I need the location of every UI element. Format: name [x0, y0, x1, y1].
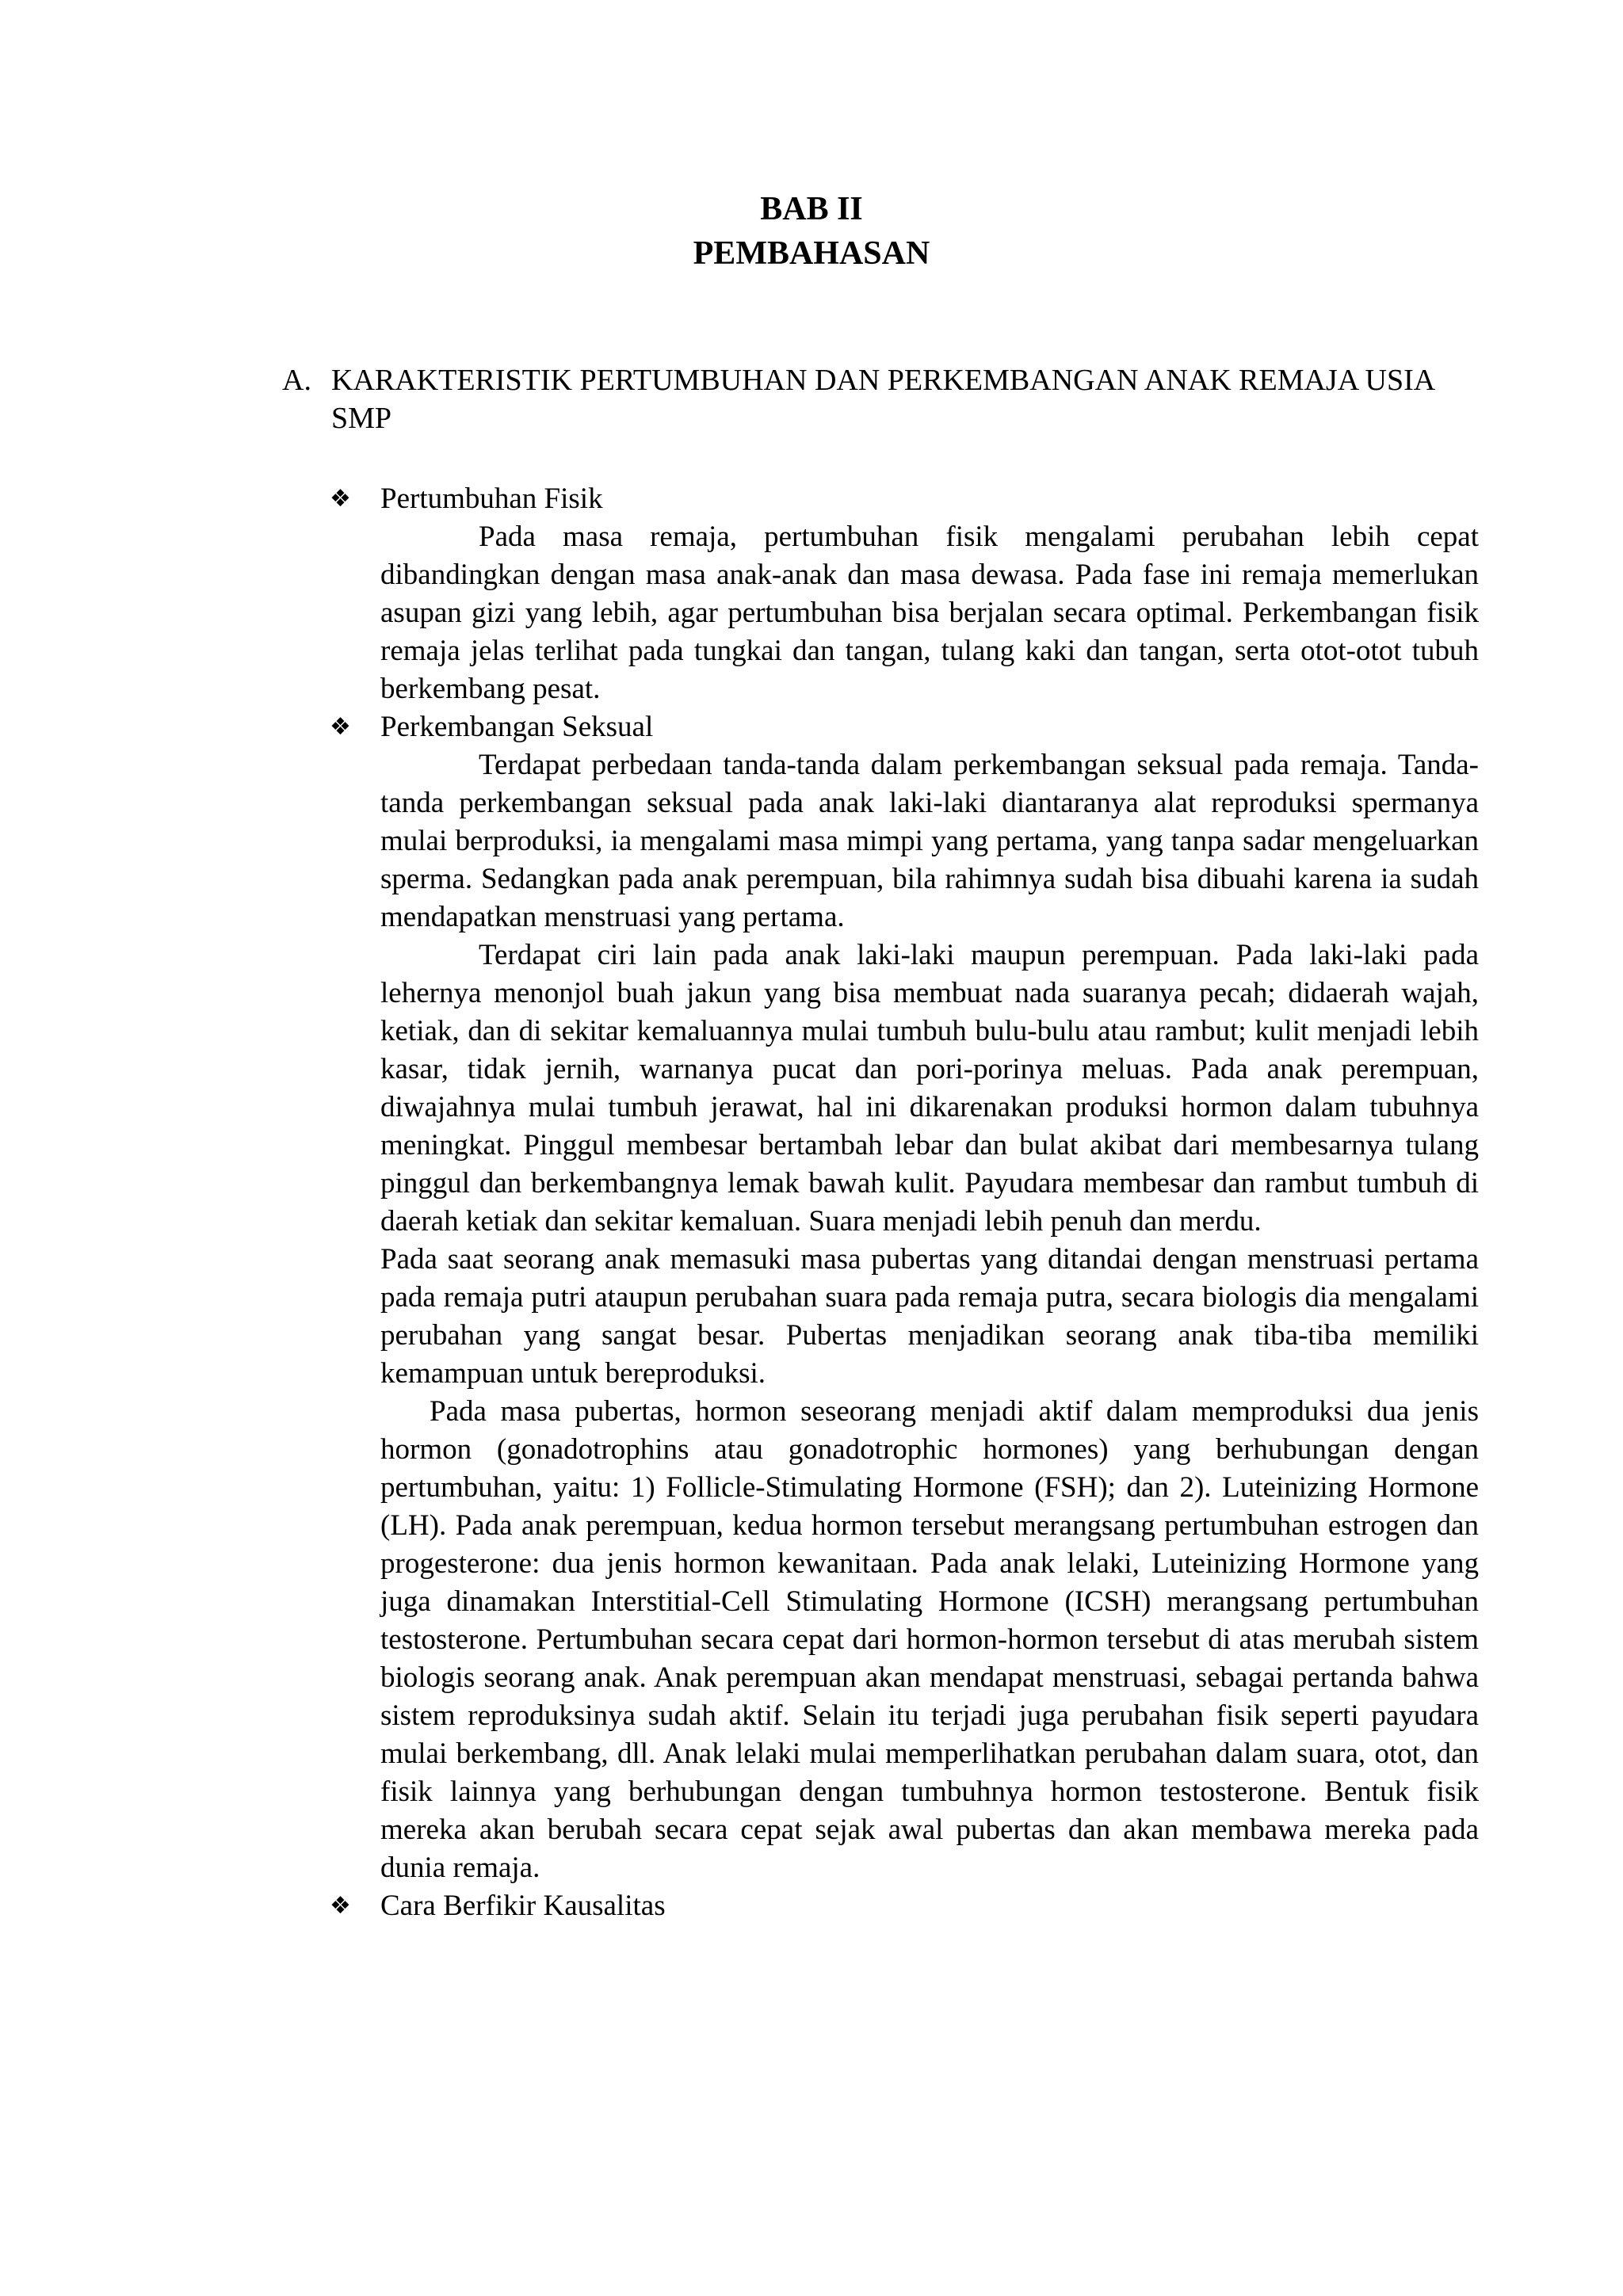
paragraph-seksual-2: Terdapat ciri lain pada anak laki-laki maupun perempuan. Pada laki-laki pada lehernya menonjol buah jakun yang bisa membuat nada suaranya pecah; didaerah wajah, ketiak, dan di sekitar kemaluannya mulai tumbuh bulu-bulu atau rambut; kulit menjadi lebih kasar, tidak jernih, warnanya pucat dan pori-porinya meluas. Pada anak perempuan, diwajahnya mulai tumbuh jerawat, hal ini dikarenakan produksi hormon dalam tubuhnya meningkat. Pinggul membesar bertambah lebar dan bulat akibat dari membesarnya tulang pinggul dan berkembangnya lemak bawah kulit. Payudara membesar dan rambut tumbuh di daerah ketiak dan sekitar kemaluan. Suara menjadi lebih penuh dan merdu. [380, 939, 1479, 1238]
diamond-bullet-icon: ❖ [330, 485, 351, 513]
chapter-title [0, 187, 1623, 276]
section-title: KARAKTERISTIK PERTUMBUHAN DAN PERKEMBANGAN ANAK REMAJA USIA SMP [331, 364, 1434, 435]
paragraph-seksual-3: Pada saat seorang anak memasuki masa pubertas yang ditandai dengan menstruasi pertama pada remaja putri ataupun perubahan suara pada remaja putra, secara biologis dia mengalami perubahan yang sangat besar. Pubertas menjadikan seorang anak tiba-tiba memiliki kemampuan untuk bereproduksi. [380, 1243, 1479, 1390]
bullet-heading-fisik [330, 480, 1479, 518]
bullet-heading-text: Perkembangan Seksual [380, 711, 654, 743]
paragraph-seksual-1: Terdapat perbedaan tanda-tanda dalam perkembangan seksual pada remaja. Tanda-tanda perkembangan seksual pada anak laki-laki diantaranya alat reproduksi spermanya mulai berproduksi, ia mengalami masa mimpi yang pertama, yang tanpa sadar mengeluarkan sperma. Sedangkan pada anak perempuan, bila rahimnya sudah bisa dibuahi karena ia sudah mendapatkan menstruasi yang pertama. [380, 749, 1479, 933]
bullet-heading-kausalitas [330, 1887, 1479, 1925]
diamond-bullet-icon: ❖ [330, 1892, 351, 1920]
paragraph-seksual-4: Pada masa pubertas, hormon seseorang menjadi aktif dalam memproduksi dua jenis hormon (gonadotrophins atau gonadotrophic hormones) yang berhubungan dengan pertumbuhan, yaitu: 1) Follicle-Stimulating Hormone (FSH); dan 2). Luteinizing Hormone (LH). Pada anak perempuan, kedua hormon tersebut merangsang pertumbuhan estrogen dan progesterone: dua jenis hormon kewanitaan. Pada anak lelaki, Luteinizing Hormone yang juga dinamakan Interstitial-Cell Stimulating Hormone (ICSH) merangsang pertumbuhan testosterone. Pertumbuhan secara cepat dari hormon-hormon tersebut di atas merubah sistem biologis seorang anak. Anak perempuan akan mendapat menstruasi, sebagai pertanda bahwa sistem reproduksinya sudah aktif. Selain itu terjadi juga perubahan fisik seperti payudara mulai berkembang, dll. Anak lelaki mulai memperlihatkan perubahan dalam suara, otot, dan fisik lainnya yang berhubungan dengan tumbuhnya hormon testosterone. Bentuk fisik mereka akan berubah secara cepat sejak awal pubertas dan akan membawa mereka pada dunia remaja. [380, 1395, 1479, 1884]
paragraph-fisik: Pada masa remaja, pertumbuhan fisik mengalami perubahan lebih cepat dibandingkan dengan masa anak-anak dan masa dewasa. Pada fase ini remaja memerlukan asupan gizi yang lebih, agar pertumbuhan bisa berjalan secara optimal. Perkembangan fisik remaja jelas terlihat pada tungkai dan tangan, tulang kaki dan tangan, serta otot-otot tubuh berkembang pesat. [380, 521, 1479, 705]
section-heading [282, 361, 1479, 437]
chapter-name: PEMBAHASAN [693, 235, 930, 272]
bullet-heading-text: Pertumbuhan Fisik [380, 482, 603, 515]
section-letter: A. [282, 364, 311, 397]
bullet-heading-text: Cara Berfikir Kausalitas [380, 1890, 666, 1922]
diamond-bullet-icon: ❖ [330, 713, 351, 741]
chapter-number: BAB II [760, 191, 863, 227]
document-body [330, 480, 1479, 1925]
bullet-heading-seksual [330, 708, 1479, 746]
